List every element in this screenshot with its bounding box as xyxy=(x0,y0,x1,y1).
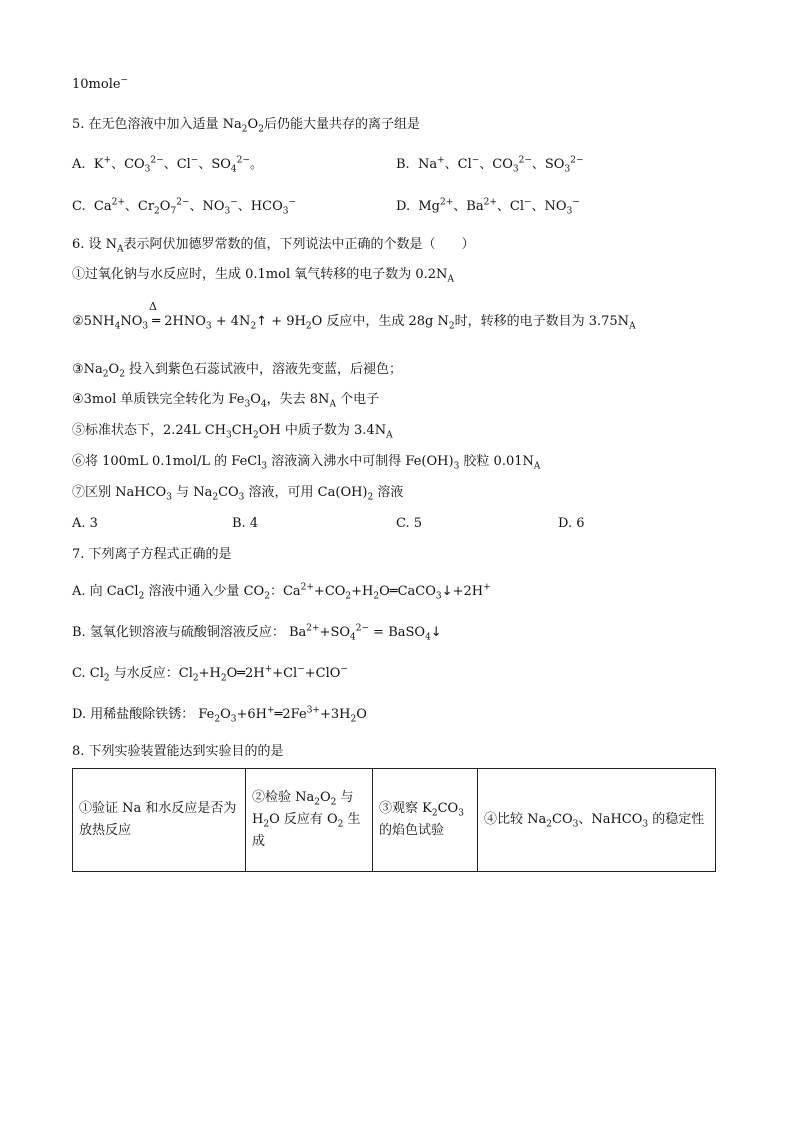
q5-option-c: C. $Ca^{2+}$、$Cr_2O_7^{2-}$、$NO_3^-$、$HCO_3^-$ xyxy=(72,197,297,217)
q6-item-2: $②5NH_4NO_3$ ═ $2HNO_3$ + $4N_2↑ + 9H_2O$ 反应中，生成 28g $N_2$时，转移的电子数目为 $3.75N_A$ xyxy=(72,314,636,332)
q5-a-label: A. xyxy=(72,157,86,172)
q7-stem: 7. 下列离子方程式正确的是 xyxy=(72,547,232,562)
q6-stem-b: 表示阿伏加德罗常数的值，下列说法中正确的个数是（ ） xyxy=(123,237,475,252)
top-fragment: 10mole− xyxy=(72,75,129,92)
q6-stem: 6. 设 $N_A$表示阿伏加德罗常数的值，下列说法中正确的个数是（ ） xyxy=(72,237,475,255)
q5-option-d: D. $Mg^{2+}$、$Ba^{2+}$、Cl−、$NO_3^-$ xyxy=(396,197,580,217)
q7-c-text: C. xyxy=(72,666,86,681)
q8-cell-2-text: ②检验 Na xyxy=(252,790,315,805)
q8-stem: 8. 下列实验装置能达到实验目的的是 xyxy=(72,744,284,759)
q7-option-b: B. 氢氧化钡溶液与硫酸铜溶液反应： $Ba^{2+}+SO_4^{2-}$ = BaSO$_4$↓ xyxy=(72,623,442,643)
q6-item-4-text: ④3mol 单质铁完全转化为 Fe xyxy=(72,392,245,407)
q8-cell-3-text: ③观察 K xyxy=(379,801,432,816)
q6-item-6-text: ⑥将 100mL 0.1mol/L 的 FeCl xyxy=(72,454,262,469)
q6-choice-b: B. 4 xyxy=(232,516,259,531)
q5-c-label: C. xyxy=(72,199,86,214)
q6-item-4: ④3mol 单质铁完全转化为 $Fe_3O_4$，失去 $8N_A$ 个电子 xyxy=(72,392,380,410)
q6-item-7-text: ⑦区别 NaHCO xyxy=(72,485,167,500)
q7-b-text: B. 氢氧化钡溶液与硫酸铜溶液反应： xyxy=(72,625,285,640)
q6-item-5-text: ⑤标准状态下，2.24L CH xyxy=(72,423,226,438)
q6-choice-c: C. 5 xyxy=(396,516,423,531)
q8-cell-3: ③观察 $K_2CO_3$ 的焰色试验 xyxy=(373,769,478,872)
q6-choice-d: D. 6 xyxy=(558,516,585,531)
q5-option-b: B. Na+、Cl−、$CO_3^{2-}$、$SO_3^{2-}$ xyxy=(396,155,584,175)
q6-item-5: ⑤标准状态下，2.24L $CH_3CH_2OH$ 中质子数为 $3.4N_A$ xyxy=(72,423,393,441)
q7-option-d: D. 用稀盐酸除铁锈： $Fe_2O_3+6H^+═2Fe^{3+}+3H_2O$ xyxy=(72,705,367,725)
q7-a-text: A. 向 xyxy=(72,584,103,599)
q6-item-7: ⑦区别 NaHCO$_3$ 与 $Na_2CO_3$ 溶液，可用 $Ca(OH)_2$ 溶液 xyxy=(72,485,404,503)
q7-d-text: D. 用稀盐酸除铁锈： xyxy=(72,707,195,722)
q7-option-c: C. $Cl_2$ 与水反应：$Cl_2+H_2O═2H^++Cl^-+ClO^-$ xyxy=(72,664,348,684)
delta-symbol: Δ xyxy=(149,300,157,313)
q6-item-2-text: ②5NH xyxy=(72,314,115,329)
q6-item-1: ①过氧化钠与水反应时，生成 0.1mol 氧气转移的电子数为 $0.2N_A$ xyxy=(72,267,454,285)
q5-stem: 5. 在无色溶液中加入适量 $Na_2O_2$后仍能大量共存的离子组是 xyxy=(72,117,420,135)
q5-stem-tail: 后仍能大量共存的离子组是 xyxy=(263,117,420,132)
q8-cell-1 xyxy=(73,769,246,872)
q6-item-3-text: ③Na xyxy=(72,362,103,377)
q8-table xyxy=(72,768,716,872)
q6-item-3: $③Na_2O_2$ 投入到紫色石蕊试液中，溶液先变蓝，后褪色； xyxy=(72,362,403,380)
q6-item-1-text: ①过氧化钠与水反应时，生成 0.1mol 氧气转移的电子数为 0.2N xyxy=(72,267,448,282)
q6-item-6: ⑥将 100mL 0.1mol/L 的 FeCl$_3$ 溶液滴入沸水中可制得 $Fe(OH)_3$ 胶粒 $0.01N_A$ xyxy=(72,454,541,472)
q5-option-a: A. K+、$CO_3^{2-}$、Cl−、$SO_4^{2-}$。 xyxy=(72,155,263,175)
q8-cell-4-text: ④比较 Na xyxy=(484,812,547,827)
q7-option-a: A. 向 CaCl$_2$ 溶液中通入少量 $CO_2$：$Ca^{2+}+CO_2+H_2O═CaCO_3↓+2H^+$ xyxy=(72,582,491,602)
q5-b-label: B. xyxy=(396,157,410,172)
q8-cell-1-text: ①验证 Na 和水反应是否为放热反应 xyxy=(79,801,237,838)
q8-cell-4: ④比较 $Na_2CO_3$、NaHCO$_3$ 的稳定性 xyxy=(478,769,716,872)
table-row xyxy=(73,769,716,872)
top-fragment-text: 10mole xyxy=(72,77,121,92)
q8-cell-2: ②检验 $Na_2O_2$ 与 $H_2O$ 反应有 $O_2$ 生成 xyxy=(246,769,373,872)
q5-d-label: D. xyxy=(396,199,411,214)
q5-stem-text: 5. 在无色溶液中加入适量 Na xyxy=(72,117,242,132)
q6-stem-a: 6. 设 N xyxy=(72,237,118,252)
q6-choice-a: A. 3 xyxy=(72,516,98,531)
